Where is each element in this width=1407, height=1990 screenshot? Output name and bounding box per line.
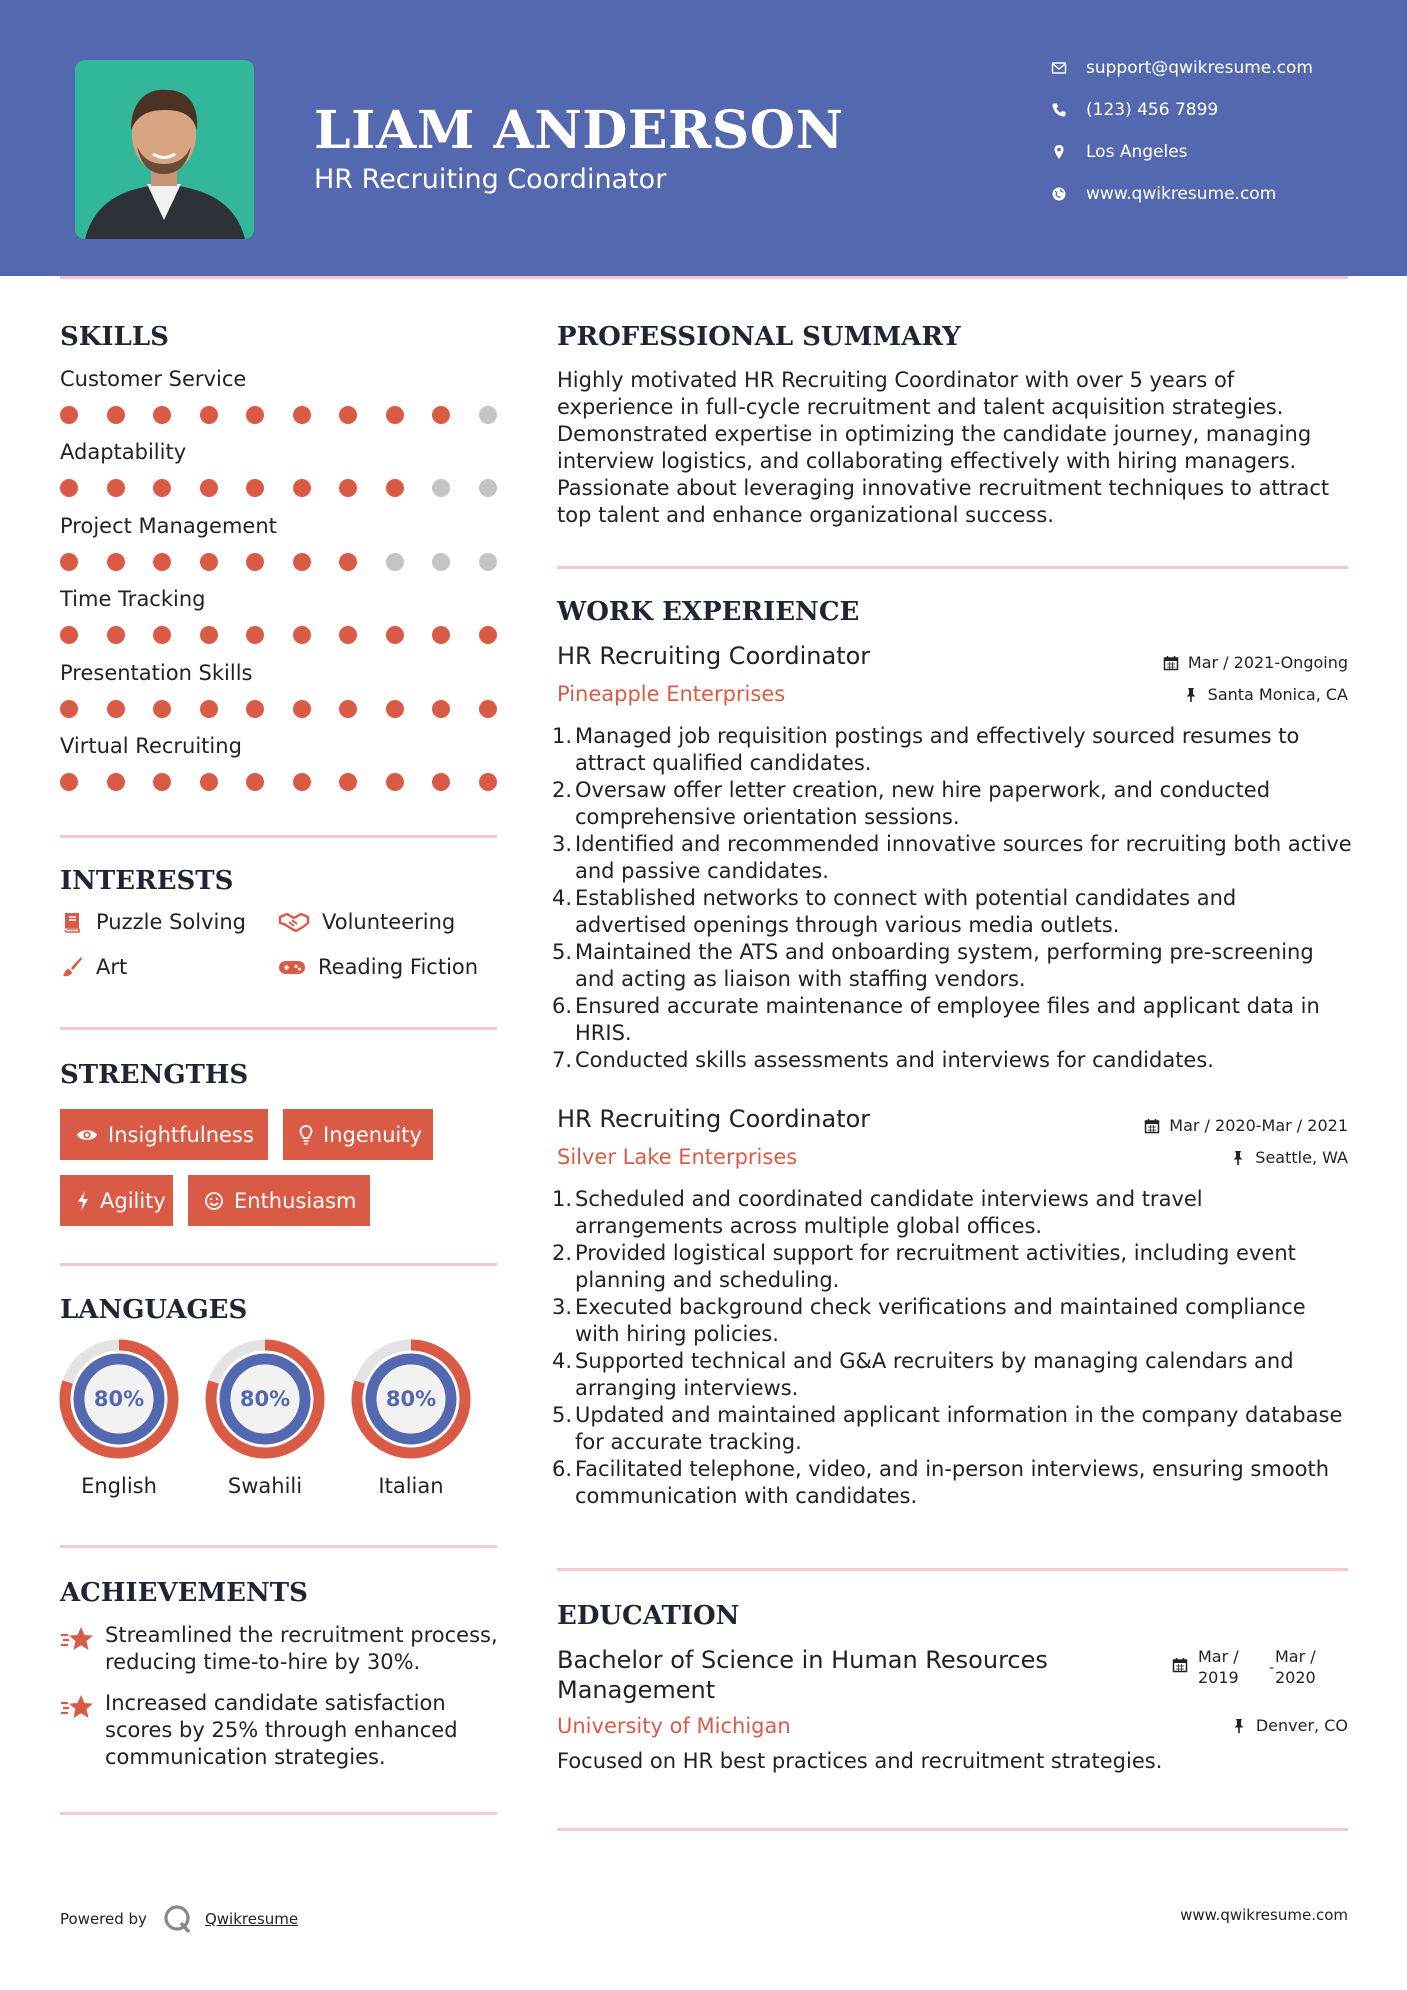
calendar-icon — [1163, 655, 1179, 671]
strength-tag — [60, 1109, 268, 1160]
contact-phone-text: (123) 456 7899 — [1086, 100, 1219, 120]
star-icon — [60, 1622, 94, 1676]
education-location — [1231, 1716, 1348, 1735]
smile-icon — [204, 1190, 224, 1212]
skill-rating — [60, 773, 525, 791]
rating-dot-filled — [246, 773, 264, 791]
skill-name: Adaptability — [60, 440, 187, 465]
languages-title: LANGUAGES — [60, 1295, 248, 1325]
skill-rating — [60, 700, 525, 718]
language-percent: 80% — [239, 1387, 291, 1411]
responsibility-text: Provided logistical support for recruitment activities, including event planning and scheduling. — [575, 1241, 1296, 1292]
rating-dot-filled — [339, 553, 357, 571]
achievement-item — [60, 1622, 500, 1676]
list-number: 4. — [552, 1349, 573, 1373]
paintbrush-icon — [60, 955, 84, 979]
contact-email[interactable] — [1050, 58, 1313, 78]
rating-dot-filled — [339, 406, 357, 424]
responsibility-text: Scheduled and coordinated candidate interviews and travel arrangements across multiple global offices. — [575, 1187, 1203, 1238]
skills-title: SKILLS — [60, 322, 169, 352]
responsibility-text: Managed job requisition postings and effectively sourced resumes to attract qualified candidates. — [575, 724, 1300, 775]
strength-label: Insightfulness — [108, 1122, 254, 1147]
rating-dot-filled — [293, 626, 311, 644]
rating-dot-filled — [60, 700, 78, 718]
rating-dot-filled — [200, 700, 218, 718]
responsibility-text: Oversaw offer letter creation, new hire paperwork, and conducted comprehensive orientation sessions. — [575, 778, 1271, 829]
rating-dot-filled — [293, 773, 311, 791]
education-start-date — [1198, 1646, 1239, 1688]
job-dates — [1163, 653, 1348, 672]
strength-tag — [188, 1175, 370, 1226]
skill-name: Customer Service — [60, 367, 247, 391]
contact-phone[interactable] — [1050, 100, 1218, 120]
rating-dot-filled — [479, 626, 497, 644]
rating-dot-filled — [246, 479, 264, 497]
rating-dot-filled — [200, 773, 218, 791]
achievement-text: Streamlined the recruitment process, reducing time-to-hire by 30%. — [105, 1623, 498, 1674]
handshake-icon — [278, 910, 310, 934]
responsibility-item — [552, 1402, 1352, 1456]
rating-dot-filled — [200, 406, 218, 424]
header-divider — [60, 276, 1348, 279]
degree-title-cont: Management — [557, 1676, 716, 1704]
language-ring — [204, 1338, 326, 1460]
job-responsibilities — [552, 723, 1352, 1074]
skill-rating — [60, 406, 525, 424]
list-number: 6. — [552, 994, 573, 1018]
responsibility-text: Identified and recommended innovative sources for recruiting both active and passive candidates. — [575, 832, 1352, 883]
skill-name: Presentation Skills — [60, 660, 253, 685]
divider — [60, 1263, 497, 1266]
rating-dot-filled — [432, 626, 450, 644]
rating-dot-filled — [293, 479, 311, 497]
responsibility-text: Supported technical and G&A recruiters by managing calendars and arranging interviews. — [575, 1349, 1294, 1400]
summary-title: PROFESSIONAL SUMMARY — [557, 322, 961, 352]
responsibility-item — [552, 723, 1352, 777]
job-dates-text: Mar / 2021-Ongoing — [1187, 653, 1348, 672]
rating-dot-filled — [339, 773, 357, 791]
divider — [60, 1027, 497, 1030]
skill-name: Virtual Recruiting — [60, 734, 242, 758]
rating-dot-filled — [339, 479, 357, 497]
rating-dot-filled — [293, 553, 311, 571]
language-percent: 80% — [93, 1387, 145, 1411]
responsibility-item — [552, 1047, 1352, 1074]
language-name: English — [81, 1474, 157, 1498]
job-title: HR Recruiting Coordinator — [557, 642, 871, 670]
language-ring — [58, 1338, 180, 1460]
contact-email-text: support@qwikresume.com — [1086, 58, 1313, 78]
end-year: 2020 — [1275, 1668, 1316, 1687]
job-location-text: Seattle, WA — [1255, 1148, 1348, 1167]
rating-dot-filled — [386, 700, 404, 718]
rating-dot-filled — [246, 406, 264, 424]
rating-dot-filled — [153, 773, 171, 791]
job-dates-text: Mar / 2020-Mar / 2021 — [1169, 1116, 1348, 1135]
powered-by-text: Powered by — [60, 1910, 147, 1928]
skill-rating — [60, 553, 525, 571]
school-name: University of Michigan — [557, 1714, 791, 1738]
rating-dot-filled — [107, 406, 125, 424]
rating-dot-filled — [386, 406, 404, 424]
skill-rating — [60, 479, 525, 497]
skill-name: Project Management — [60, 513, 277, 538]
list-number: 2. — [552, 1241, 573, 1265]
book-icon — [60, 910, 84, 934]
degree-title: Bachelor of Science in Human Resources — [557, 1646, 1048, 1674]
education-location-text: Denver, CO — [1255, 1716, 1348, 1735]
skill-name: Time Tracking — [60, 587, 206, 612]
rating-dot-filled — [246, 553, 264, 571]
responsibility-item — [552, 777, 1352, 831]
achievement-text: Increased candidate satisfaction scores by 25% through enhanced communication strategies. — [105, 1691, 458, 1769]
responsibility-item — [552, 939, 1352, 993]
rating-dot-filled — [107, 479, 125, 497]
achievements-title: ACHIEVEMENTS — [60, 1578, 308, 1608]
start-year: 2019 — [1198, 1668, 1239, 1687]
rating-dot-filled — [107, 626, 125, 644]
education-description: Focused on HR best practices and recruitment strategies. — [557, 1749, 1163, 1773]
interests-title: INTERESTS — [60, 866, 234, 896]
job-location-text: Santa Monica, CA — [1207, 685, 1348, 704]
responsibility-item — [552, 1348, 1352, 1402]
education-end-date — [1275, 1646, 1316, 1688]
qwikresume-logo-icon — [163, 1904, 193, 1934]
rating-dot-empty — [479, 406, 497, 424]
divider — [60, 835, 497, 838]
interest-label: Volunteering — [322, 910, 456, 934]
rating-dot-filled — [60, 773, 78, 791]
rating-dot-filled — [153, 700, 171, 718]
rating-dot-filled — [386, 773, 404, 791]
strength-label: Agility — [100, 1188, 166, 1213]
candidate-name: LIAM ANDERSON — [314, 100, 844, 161]
responsibility-item — [552, 1294, 1352, 1348]
rating-dot-filled — [107, 553, 125, 571]
job-location — [1183, 685, 1348, 704]
rating-dot-empty — [386, 553, 404, 571]
start-month: Mar / — [1198, 1647, 1239, 1666]
responsibility-item — [552, 831, 1352, 885]
rating-dot-filled — [200, 626, 218, 644]
responsibility-text: Executed background check verifications and maintained compliance with hiring policies. — [575, 1295, 1306, 1346]
lightbulb-icon — [299, 1124, 313, 1146]
strength-label: Ingenuity — [323, 1122, 422, 1147]
strength-tag — [283, 1109, 433, 1160]
responsibility-text: Established networks to connect with potential candidates and advertised openings through various media outlets. — [575, 886, 1237, 937]
responsibility-text: Updated and maintained applicant information in the company database for accurate tracking. — [575, 1403, 1343, 1454]
divider — [60, 1812, 497, 1815]
map-pin-icon — [1050, 143, 1068, 161]
responsibility-item — [552, 1186, 1352, 1240]
rating-dot-filled — [246, 700, 264, 718]
star-icon — [60, 1690, 94, 1771]
rating-dot-filled — [200, 479, 218, 497]
company-name: Pineapple Enterprises — [557, 682, 786, 706]
responsibility-item — [552, 993, 1352, 1047]
rating-dot-filled — [479, 773, 497, 791]
rating-dot-filled — [432, 406, 450, 424]
phone-icon — [1050, 101, 1068, 119]
interest-item — [60, 910, 246, 934]
responsibility-item — [552, 1240, 1352, 1294]
job-responsibilities — [552, 1186, 1352, 1510]
rating-dot-filled — [479, 700, 497, 718]
globe-icon — [1050, 185, 1068, 203]
rating-dot-filled — [153, 479, 171, 497]
rating-dot-filled — [386, 479, 404, 497]
rating-dot-filled — [60, 479, 78, 497]
contact-location-text: Los Angeles — [1086, 142, 1188, 162]
responsibility-item — [552, 1456, 1352, 1510]
interest-item — [278, 955, 478, 979]
interest-label: Puzzle Solving — [96, 910, 246, 934]
pushpin-icon — [1183, 687, 1199, 703]
calendar-icon — [1144, 1118, 1160, 1134]
rating-dot-filled — [432, 700, 450, 718]
divider — [557, 566, 1348, 569]
rating-dot-filled — [107, 773, 125, 791]
interest-label: Reading Fiction — [318, 955, 479, 979]
footer-url[interactable]: www.qwikresume.com — [1180, 1906, 1348, 1924]
rating-dot-filled — [293, 406, 311, 424]
responsibility-text: Conducted skills assessments and interviews for candidates. — [575, 1048, 1214, 1072]
contact-website-text: www.qwikresume.com — [1086, 184, 1277, 204]
responsibility-text: Maintained the ATS and onboarding system, performing pre-screening and acting as liaison with staffing vendors. — [575, 940, 1314, 991]
interest-item — [278, 910, 455, 934]
list-number: 5. — [552, 940, 573, 964]
language-ring — [350, 1338, 472, 1460]
rating-dot-filled — [432, 773, 450, 791]
interest-item — [60, 955, 127, 979]
rating-dot-filled — [60, 626, 78, 644]
footer-powered-by — [60, 1904, 298, 1934]
responsibility-text: Ensured accurate maintenance of employee files and applicant data in HRIS. — [575, 994, 1320, 1045]
list-number: 1. — [552, 724, 573, 748]
list-number: 2. — [552, 778, 573, 802]
strength-label: Enthusiasm — [234, 1188, 357, 1213]
envelope-icon — [1050, 59, 1068, 77]
summary-text: Highly motivated HR Recruiting Coordinator with over 5 years of experience in full-cycle recruitment and talent acquisition strategies. Demonstrated expertise in optimizing the candidate journey, managing interview logistics, and collaborating effectively with hiring managers. Passionate about leveraging innovative recruitment techniques to attract top talent and enhance organizational success. — [557, 368, 1330, 527]
achievement-item — [60, 1690, 500, 1771]
rating-dot-filled — [60, 553, 78, 571]
list-number: 5. — [552, 1403, 573, 1427]
candidate-role: HR Recruiting Coordinator — [314, 164, 667, 195]
divider — [60, 1545, 497, 1548]
rating-dot-filled — [339, 700, 357, 718]
resume-header — [0, 0, 1407, 276]
responsibility-item — [552, 885, 1352, 939]
contact-location — [1050, 142, 1188, 162]
pushpin-icon — [1231, 1718, 1247, 1734]
footer-brand-link[interactable]: Qwikresume — [204, 1910, 299, 1928]
rating-dot-empty — [479, 479, 497, 497]
rating-dot-filled — [339, 626, 357, 644]
list-number: 6. — [552, 1457, 573, 1481]
divider — [557, 1828, 1348, 1831]
date-separator: - — [1269, 1660, 1275, 1676]
language-percent: 80% — [385, 1387, 437, 1411]
rating-dot-filled — [153, 626, 171, 644]
job-dates — [1144, 1116, 1348, 1135]
list-number: 4. — [552, 886, 573, 910]
rating-dot-filled — [153, 553, 171, 571]
profile-photo — [75, 60, 254, 239]
rating-dot-empty — [432, 479, 450, 497]
list-number: 7. — [552, 1048, 573, 1072]
company-name: Silver Lake Enterprises — [557, 1145, 798, 1169]
skill-rating — [60, 626, 525, 644]
education-title: EDUCATION — [557, 1601, 740, 1631]
rating-dot-filled — [293, 700, 311, 718]
rating-dot-filled — [200, 553, 218, 571]
rating-dot-empty — [432, 553, 450, 571]
eye-icon — [76, 1124, 98, 1146]
language-name: Italian — [378, 1474, 444, 1498]
calendar-icon — [1172, 1657, 1190, 1675]
bolt-icon — [76, 1190, 90, 1212]
list-number: 1. — [552, 1187, 573, 1211]
pushpin-icon — [1230, 1150, 1246, 1166]
job-location — [1230, 1148, 1348, 1167]
strengths-title: STRENGTHS — [60, 1060, 249, 1090]
strength-tag — [60, 1175, 173, 1226]
rating-dot-empty — [479, 553, 497, 571]
rating-dot-filled — [246, 626, 264, 644]
end-month: Mar / — [1275, 1647, 1316, 1666]
gamepad-icon — [278, 955, 306, 979]
rating-dot-filled — [60, 406, 78, 424]
responsibility-text: Facilitated telephone, video, and in-person interviews, ensuring smooth communication with candidates. — [575, 1457, 1330, 1508]
job-title: HR Recruiting Coordinator — [557, 1105, 871, 1133]
rating-dot-filled — [107, 700, 125, 718]
list-number: 3. — [552, 1295, 573, 1319]
language-name: Swahili — [227, 1474, 303, 1498]
list-number: 3. — [552, 832, 573, 856]
rating-dot-filled — [153, 406, 171, 424]
experience-title: WORK EXPERIENCE — [557, 597, 860, 627]
rating-dot-filled — [386, 626, 404, 644]
divider — [557, 1568, 1348, 1571]
interest-label: Art — [96, 955, 128, 979]
contact-website[interactable] — [1050, 184, 1276, 204]
